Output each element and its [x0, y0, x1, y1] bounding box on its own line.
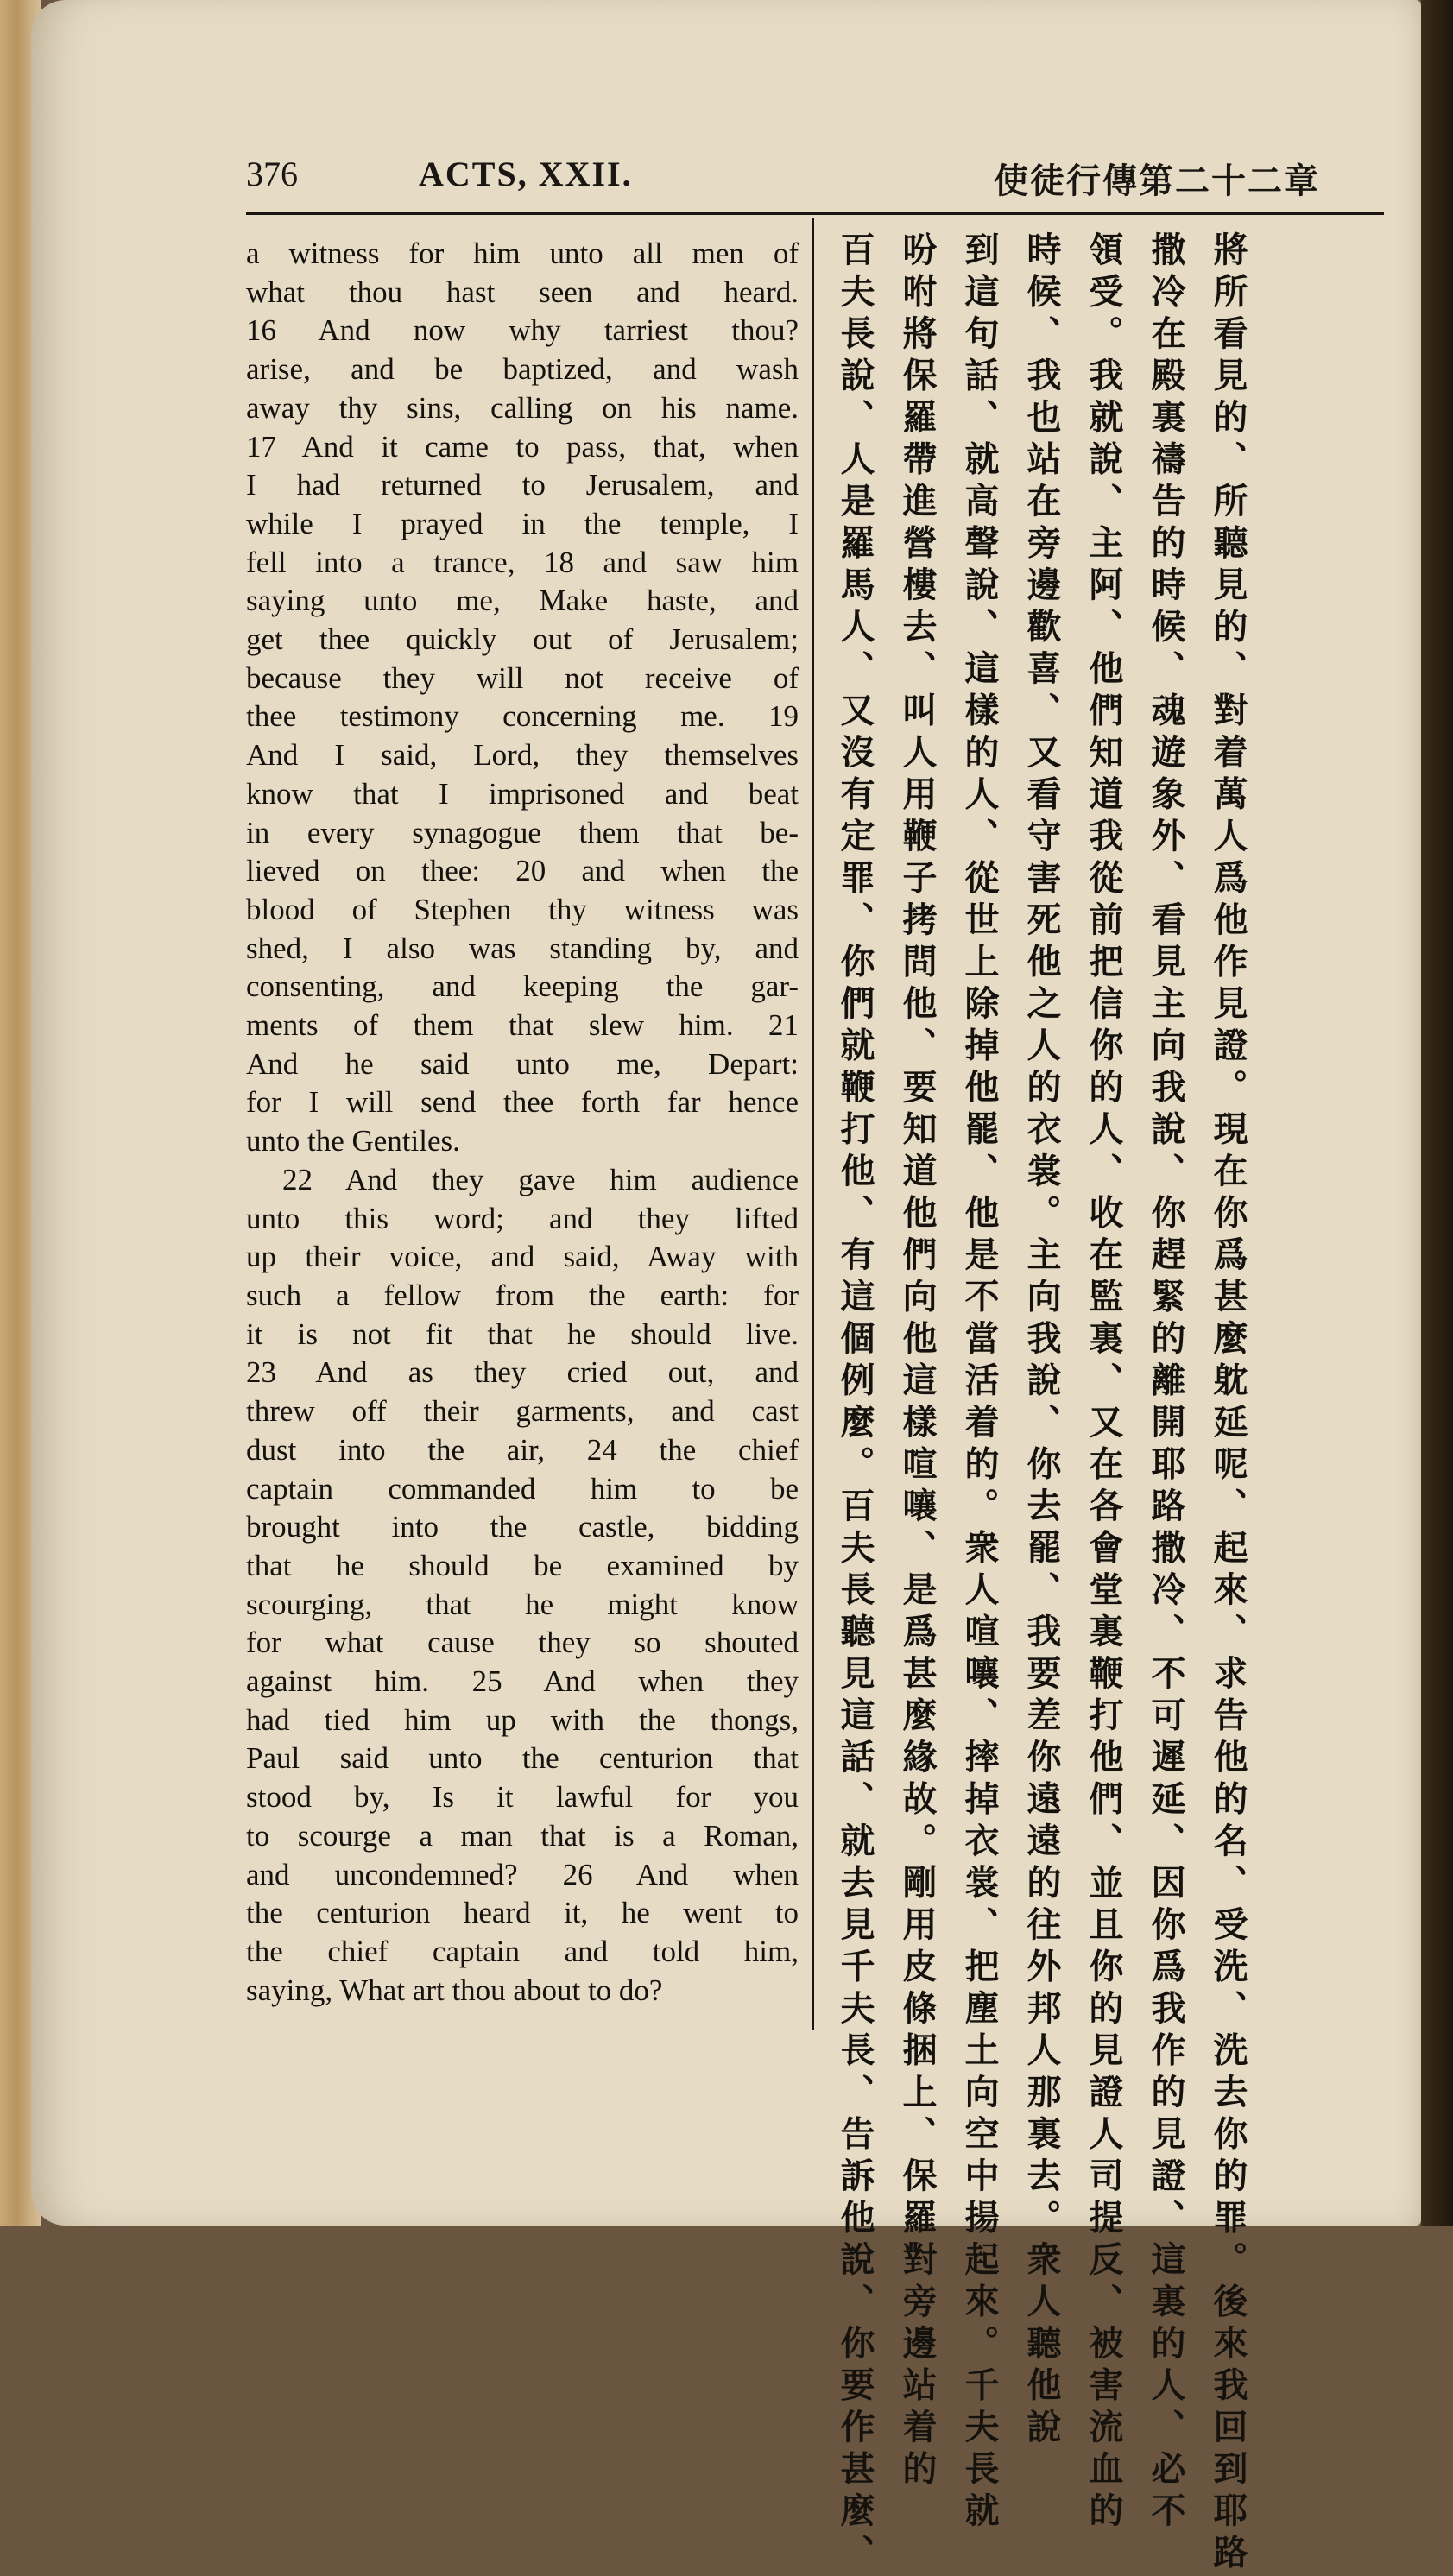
english-line: what thou hast seen and heard.	[246, 275, 799, 309]
english-line: arise, and be baptized, and wash	[246, 352, 799, 387]
chinese-column: 領受。我就說、主阿、他們知道我從前把信你的人、收在監裏、又在各會堂裏鞭打他們、並且你的見證人司提反、被害流血的	[1083, 231, 1124, 2535]
english-line: know that I imprisoned and beat	[246, 776, 799, 811]
english-line: a witness for him unto all men of	[246, 237, 799, 270]
english-line: lieved on thee: 20 and when the	[246, 854, 799, 888]
english-line: against him. 25 And when they	[246, 1664, 799, 1699]
english-line: ments of them that slew him. 21	[246, 1008, 799, 1043]
english-line: to scourge a man that is a Roman,	[246, 1818, 799, 1853]
english-line: fell into a trance, 18 and saw him	[246, 545, 799, 579]
english-line: it is not fit that he should live.	[246, 1316, 799, 1351]
english-line: I had returned to Jerusalem, and	[246, 468, 799, 502]
chinese-text-column	[824, 231, 1386, 2576]
english-line: get thee quickly out of Jerusalem;	[246, 622, 799, 657]
chinese-column: 時候、我也站在旁邊歡喜、又看守害死他之人的衣裳。主向我說、你去罷、我要差你遠遠的往外邦人那裏去。衆人聽他說	[1021, 231, 1062, 2451]
chinese-column: 撒冷在殿裏禱告的時候、魂遊象外、看見主向我說、你趕緊的離開耶路撒冷、不可遲延、因你爲我作的見證、這裏的人、必不	[1146, 231, 1186, 2535]
english-line: saying unto me, Make haste, and	[246, 584, 799, 618]
english-line: thee testimony concerning me. 19	[246, 699, 799, 734]
english-line: Paul said unto the centurion that	[246, 1741, 799, 1776]
english-line: scourging, that he might know	[246, 1587, 799, 1621]
running-header	[246, 154, 1386, 205]
english-line: for I will send thee forth far hence	[246, 1085, 799, 1120]
page-number: 376	[246, 155, 298, 193]
english-line: 23 And as they cried out, and	[246, 1355, 799, 1390]
english-line: consenting, and keeping the gar-	[246, 969, 799, 1004]
header-rule	[246, 212, 1384, 215]
english-line: And I said, Lord, they themselves	[246, 738, 799, 773]
chinese-column: 吩咐將保羅帶進營樓去、叫人用鞭子拷問他、要知道他們向他這樣喧嚷、是爲甚麼緣故。剛用皮條捆上、保羅對旁邊站着的	[897, 231, 938, 2492]
english-line: away thy sins, calling on his name.	[246, 390, 799, 425]
chinese-column: 將所看見的、所聽見的、對着萬人爲他作見證。現在你爲甚麼躭延呢、起來、求告他的名、受洗、洗去你的罪。後來我回到耶路	[1208, 231, 1248, 2576]
english-line: that he should be examined by	[246, 1548, 799, 1582]
chinese-column: 百夫長說、人是羅馬人、又沒有定罪、你們就鞭打他、有這個例麼。百夫長聽見這話、就去見千夫長、告訴他說、你要作甚麼、	[835, 231, 875, 2576]
english-line: captain commanded him to be	[246, 1471, 799, 1506]
chinese-column: 到這句話、就高聲說、這樣的人、從世上除掉他罷、他是不當活着的。衆人喧嚷、摔掉衣裳、把塵土向空中揚起來。千夫長就	[959, 231, 1000, 2535]
english-line: up their voice, and said, Away with	[246, 1240, 799, 1274]
english-line: stood by, Is it lawful for you	[246, 1780, 799, 1815]
english-line: unto this word; and they lifted	[246, 1201, 799, 1235]
english-line: for what cause they so shouted	[246, 1626, 799, 1660]
chinese-title: 使徒行傳第二十二章	[994, 161, 1320, 201]
column-divider	[812, 218, 814, 2030]
english-line: 16 And now why tarriest thou?	[246, 313, 799, 348]
english-line: And he said unto me, Depart:	[246, 1046, 799, 1081]
english-line: unto the Gentiles.	[246, 1124, 460, 1159]
english-line: dust into the air, 24 the chief	[246, 1432, 799, 1467]
english-line: saying, What art thou about to do?	[246, 1973, 663, 2007]
english-line: in every synagogue them that be-	[246, 815, 799, 849]
english-text-column	[246, 235, 799, 2010]
english-line: 17 And it came to pass, that, when	[246, 429, 799, 464]
english-line: the chief captain and told him,	[246, 1934, 799, 1968]
english-line: brought into the castle, bidding	[246, 1510, 799, 1544]
book-title: ACTS, XXII.	[419, 155, 633, 193]
english-line: blood of Stephen thy witness was	[246, 892, 799, 926]
english-line: and uncondemned? 26 And when	[246, 1857, 799, 1891]
page-edge-shadow	[1421, 0, 1453, 2226]
english-line: shed, I also was standing by, and	[246, 931, 799, 965]
english-line: threw off their garments, and cast	[246, 1394, 799, 1429]
english-line: while I prayed in the temple, I	[246, 506, 799, 540]
english-line: the centurion heard it, he went to	[246, 1896, 799, 1930]
english-line: 22 And they gave him audience	[282, 1162, 799, 1196]
english-line: had tied him up with the thongs,	[246, 1702, 799, 1737]
english-line: because they will not receive of	[246, 660, 799, 695]
english-line: such a fellow from the earth: for	[246, 1278, 799, 1312]
